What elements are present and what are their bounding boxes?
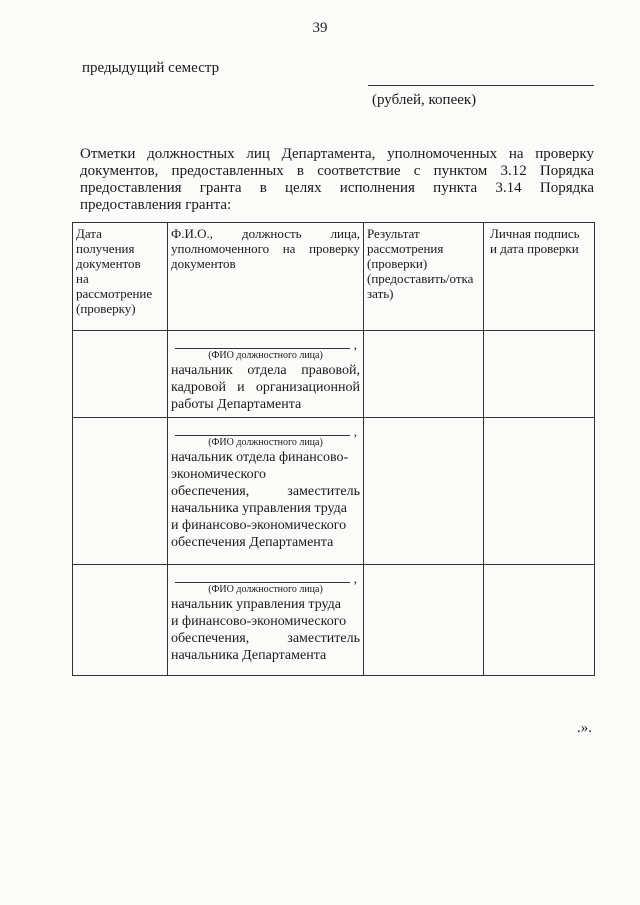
officials-marks-table: [72, 222, 595, 676]
position-line: обеспечения, заместитель: [171, 484, 360, 499]
previous-semester-label: предыдущий семестр: [82, 60, 220, 76]
cell-official: [168, 418, 364, 565]
position-line: начальника Департамента: [171, 648, 327, 663]
position-line: и финансово-экономического: [171, 518, 347, 533]
position-line: обеспечения, заместитель: [171, 631, 360, 646]
header-official-name-position: [168, 223, 364, 331]
cell-official: [168, 565, 364, 676]
signature-caption: (ФИО должностного лица): [208, 350, 323, 361]
signature-comma: ,: [353, 424, 357, 439]
header-text: документов: [76, 256, 141, 271]
header-text: рассмотрение: [76, 286, 153, 301]
header-text: зать): [367, 286, 394, 301]
intro-line: предоставления гранта:: [80, 197, 232, 213]
closing-quote-mark: .».: [577, 720, 592, 736]
cell-date: [73, 418, 168, 565]
position-line: и финансово-экономического: [171, 614, 347, 629]
header-text: на: [76, 271, 89, 286]
official-position: [171, 449, 360, 551]
signature-blank-line: [175, 337, 357, 352]
cell-signature: [484, 565, 595, 676]
cell-result: [364, 418, 484, 565]
signature-comma: ,: [353, 571, 357, 586]
amount-caption: (рублей, копеек): [372, 92, 477, 108]
position-line: работы Департамента: [171, 397, 302, 412]
position-line: кадровой и организационной: [171, 380, 360, 395]
signature-blank-line: [175, 424, 357, 439]
position-line: начальник управления труда: [171, 597, 341, 612]
signature-blank-line: [175, 571, 357, 586]
position-line: начальник отдела правовой,: [171, 363, 360, 378]
header-text: (проверки): [367, 256, 428, 271]
signature-caption: (ФИО должностного лица): [208, 584, 323, 595]
table-header-row: [73, 223, 595, 331]
header-signature-date: [484, 223, 595, 331]
header-text: Личная подпись: [490, 226, 580, 241]
signature-caption: (ФИО должностного лица): [208, 437, 323, 448]
page-number: 39: [312, 20, 328, 36]
position-line: экономического: [171, 467, 266, 482]
cell-signature: [484, 331, 595, 418]
table-row: [73, 418, 595, 565]
intro-paragraph: [80, 146, 594, 214]
header-text: уполномоченного на проверку: [171, 241, 360, 256]
cell-signature: [484, 418, 595, 565]
header-text: Результат: [367, 226, 420, 241]
header-text: документов: [171, 256, 236, 271]
official-position: [171, 596, 360, 664]
signature-comma: ,: [353, 337, 357, 352]
cell-date: [73, 331, 168, 418]
position-line: начальник отдела финансово-: [171, 450, 349, 465]
position-line: обеспечения Департамента: [171, 535, 334, 550]
header-text: Дата: [76, 226, 102, 241]
header-text: Ф.И.О., должность лица,: [171, 226, 360, 241]
header-date-received: [73, 223, 168, 331]
official-position: [171, 362, 360, 413]
intro-line: документов, предоставленных в соответствие с пунктом 3.12 Порядка: [80, 163, 594, 179]
position-line: начальника управления труда: [171, 501, 347, 516]
table-row: [73, 331, 595, 418]
header-text: (предоставить/отка: [367, 271, 474, 286]
header-text: и дата проверки: [490, 241, 579, 256]
intro-line: Отметки должностных лиц Департамента, уполномоченных на проверку: [80, 146, 594, 162]
header-text: получения: [76, 241, 135, 256]
header-text: (проверку): [76, 301, 136, 316]
cell-official: [168, 331, 364, 418]
table-row: [73, 565, 595, 676]
amount-blank-line: [368, 85, 594, 86]
header-review-result: [364, 223, 484, 331]
header-text: рассмотрения: [367, 241, 444, 256]
intro-line: предоставления гранта в целях исполнения пункта 3.14 Порядка: [80, 180, 594, 196]
cell-result: [364, 331, 484, 418]
cell-result: [364, 565, 484, 676]
cell-date: [73, 565, 168, 676]
